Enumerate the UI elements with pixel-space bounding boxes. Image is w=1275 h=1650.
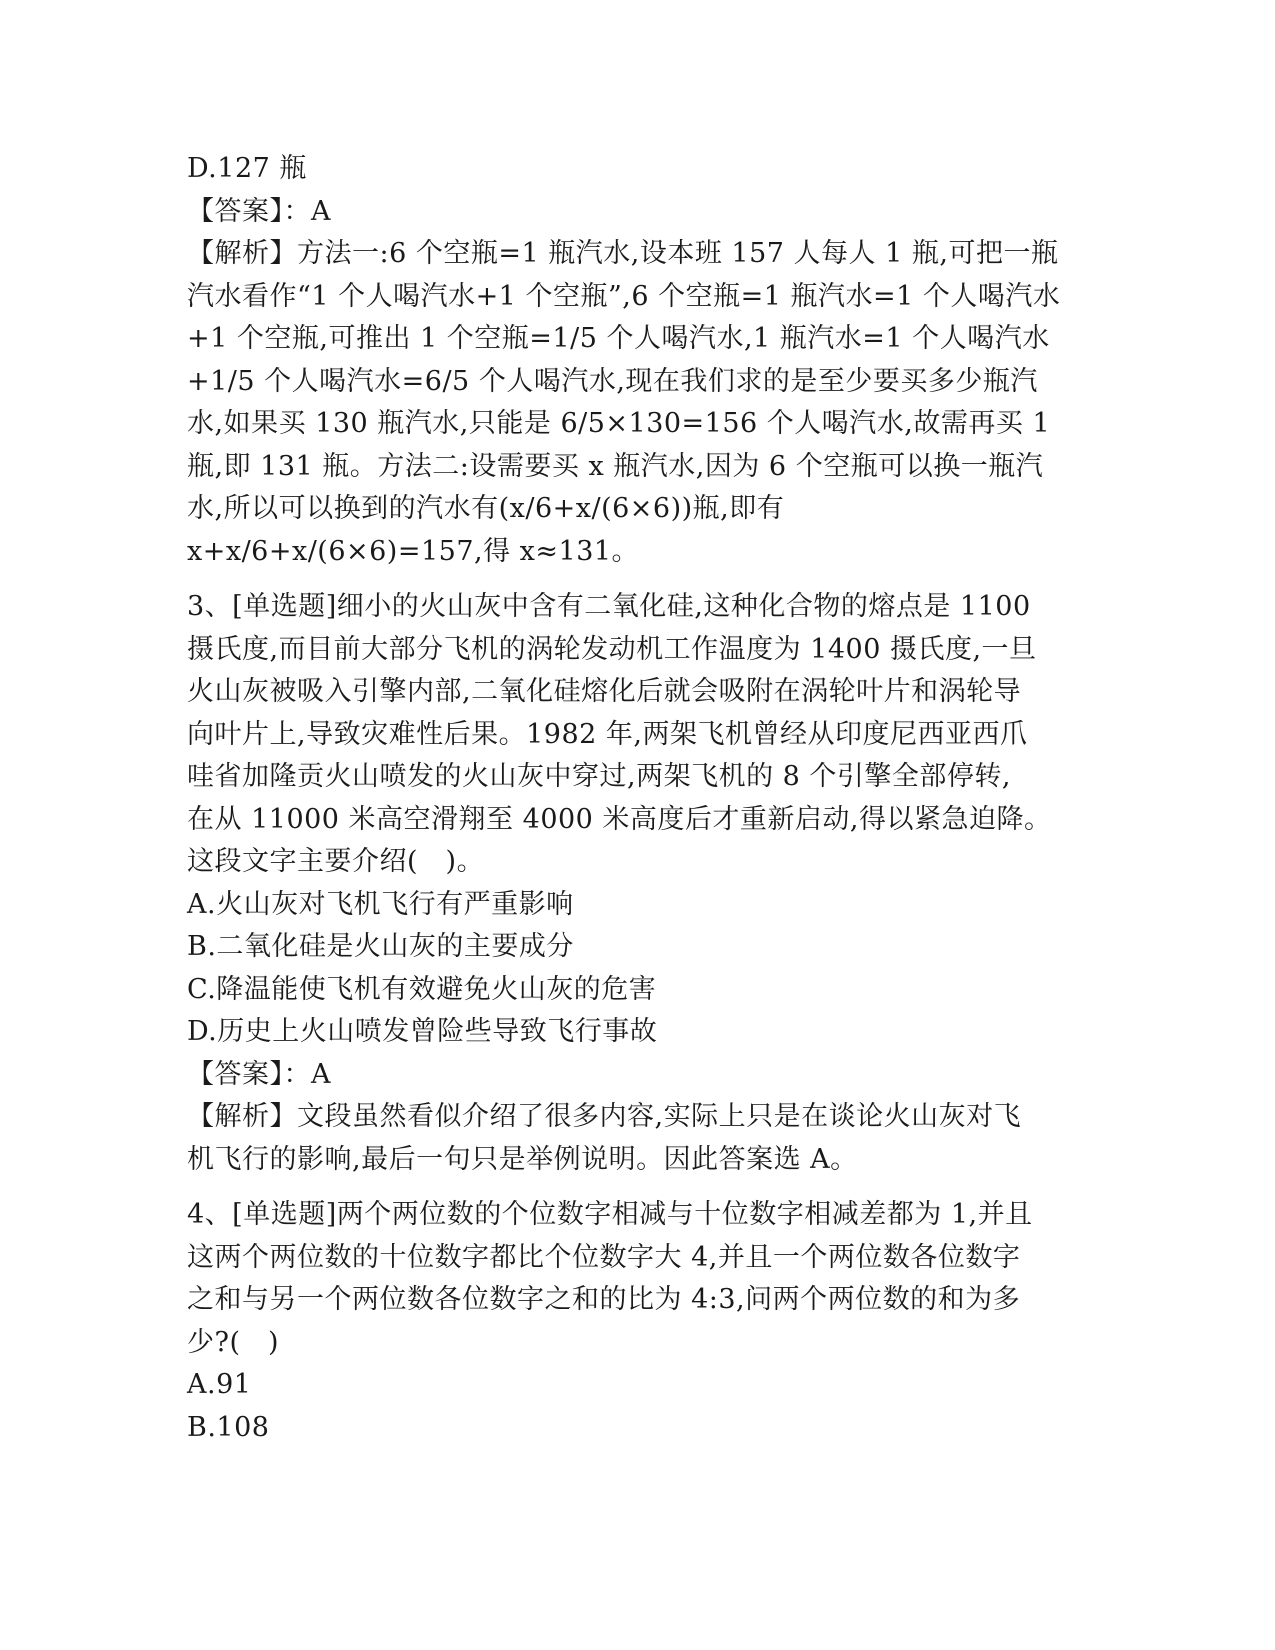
- question-stem-line: 少?( ): [187, 1326, 280, 1358]
- question-stem-line: 在从 11000 米高空滑翔至 4000 米高度后才重新启动,得以紧急迫降。: [187, 803, 1052, 835]
- answer-line: 【答案】：A: [187, 195, 331, 227]
- question-stem-line: 之和与另一个两位数各位数字之和的比为 4:3,问两个两位数的和为多: [187, 1284, 1021, 1315]
- analysis-line: 水,所以可以换到的汽水有(x/6+x/(6×6))瓶,即有: [187, 493, 785, 524]
- analysis-line: 汽水看作“1 个人喝汽水+1 个空瓶”,6 个空瓶=1 瓶汽水=1 个人喝汽水: [187, 280, 1061, 312]
- option-b: B.二氧化硅是火山灰的主要成分: [187, 931, 574, 962]
- paragraph-gap: [187, 1181, 1087, 1194]
- option-b: B.108: [187, 1411, 270, 1443]
- option-a: A.91: [187, 1369, 252, 1400]
- option-d: D.127 瓶: [187, 153, 307, 184]
- question-3-block: [187, 586, 1087, 1181]
- question-stem-line: 火山灰被吸入引擎内部,二氧化硅熔化后就会吸附在涡轮叶片和涡轮导: [187, 676, 1022, 707]
- analysis-line: 水,如果买 130 瓶汽水,只能是 6/5×130=156 个人喝汽水,故需再买 1: [187, 408, 1051, 439]
- option-d: D.历史上火山喷发曾险些导致飞行事故: [187, 1016, 658, 1047]
- analysis-line: +1/5 个人喝汽水=6/5 个人喝汽水,现在我们求的是至少要买多少瓶汽: [187, 365, 1038, 397]
- question-stem-line: 向叶片上,导致灾难性后果。1982 年,两架飞机曾经从印度尼西亚西爪: [187, 718, 1028, 750]
- analysis-line: 瓶,即 131 瓶。方法二:设需要买 x 瓶汽水,因为 6 个空瓶可以换一瓶汽: [187, 450, 1044, 482]
- option-c: C.降温能使飞机有效避免火山灰的危害: [187, 973, 657, 1005]
- question-stem-line: 哇省加隆贡火山喷发的火山灰中穿过,两架飞机的 8 个引擎全部停转,: [187, 761, 1012, 792]
- paragraph-gap: [187, 573, 1087, 586]
- analysis-line: x+x/6+x/(6×6)=157,得 x≈131。: [187, 535, 640, 567]
- prev-question-block: [187, 148, 1087, 573]
- answer-line: 【答案】：A: [187, 1058, 331, 1090]
- question-4-block: [187, 1194, 1087, 1449]
- analysis-line: 机飞行的影响,最后一句只是举例说明。因此答案选 A。: [187, 1143, 858, 1175]
- question-stem-line: 这两个两位数的十位数字都比个位数字大 4,并且一个两位数各位数字: [187, 1241, 1021, 1273]
- question-stem-line: 摄氏度,而目前大部分飞机的涡轮发动机工作温度为 1400 摄氏度,一旦: [187, 633, 1037, 665]
- option-a: A.火山灰对飞机飞行有严重影响: [187, 888, 574, 920]
- question-stem-line: 这段文字主要介绍( )。: [187, 846, 485, 877]
- question-stem-line: 4、[单选题]两个两位数的个位数字相减与十位数字相减差都为 1,并且: [187, 1199, 1033, 1230]
- analysis-line: 【解析】方法一:6 个空瓶=1 瓶汽水,设本班 157 人每人 1 瓶,可把一瓶: [187, 238, 1059, 269]
- analysis-line: 【解析】文段虽然看似介绍了很多内容,实际上只是在谈论火山灰对飞: [187, 1101, 1022, 1132]
- document-page: [187, 148, 1087, 1449]
- analysis-line: +1 个空瓶,可推出 1 个空瓶=1/5 个人喝汽水,1 瓶汽水=1 个人喝汽水: [187, 323, 1050, 354]
- question-stem-line: 3、[单选题]细小的火山灰中含有二氧化硅,这种化合物的熔点是 1100: [187, 591, 1031, 622]
